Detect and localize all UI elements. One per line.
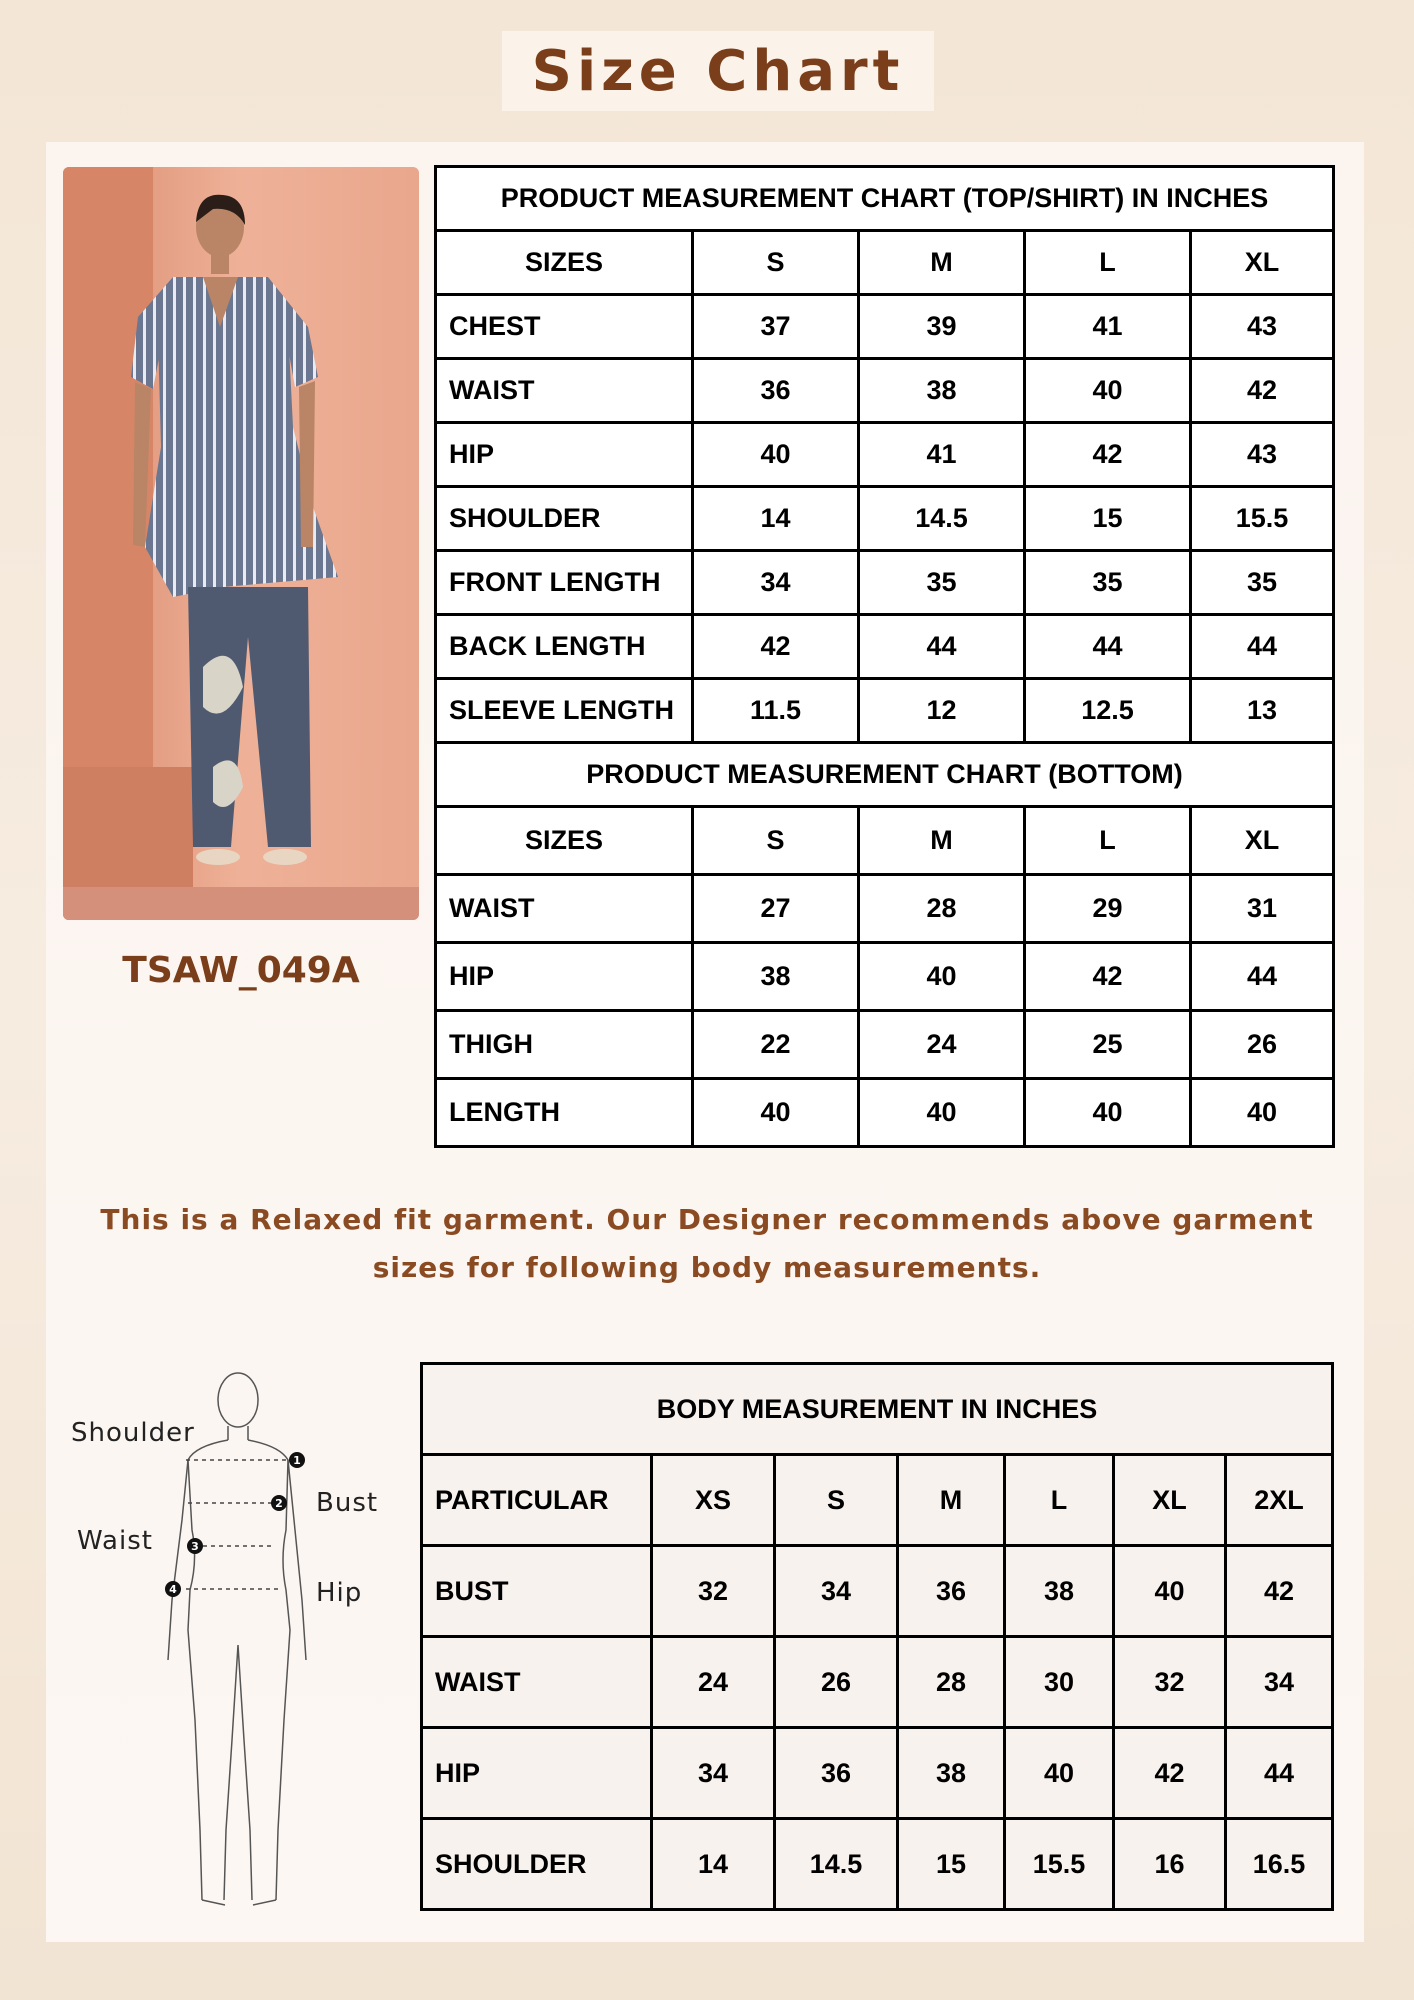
table-row <box>436 551 1334 615</box>
bottom-chart-heading: PRODUCT MEASUREMENT CHART (BOTTOM) <box>436 743 1334 807</box>
table-cell: 16 <box>1114 1819 1226 1910</box>
table-row <box>436 943 1334 1011</box>
table-cell: 42 <box>1025 423 1191 487</box>
table-cell: 42 <box>1191 359 1334 423</box>
table-cell: 36 <box>898 1546 1005 1637</box>
table-cell: 14 <box>652 1819 775 1910</box>
column-header: XL <box>1191 807 1334 875</box>
table-cell: 13 <box>1191 679 1334 743</box>
body-measurement-table <box>420 1362 1334 1911</box>
table-cell: 14.5 <box>775 1819 898 1910</box>
row-label: HIP <box>436 423 693 487</box>
row-label: FRONT LENGTH <box>436 551 693 615</box>
table-cell: 25 <box>1025 1011 1191 1079</box>
column-header: L <box>1025 231 1191 295</box>
row-label: BACK LENGTH <box>436 615 693 679</box>
table-cell: 43 <box>1191 295 1334 359</box>
table-cell: 14.5 <box>859 487 1025 551</box>
table-cell: 34 <box>693 551 859 615</box>
table-cell: 15 <box>1025 487 1191 551</box>
table-cell: 32 <box>1114 1637 1226 1728</box>
table-cell: 42 <box>1226 1546 1333 1637</box>
table-cell: 44 <box>859 615 1025 679</box>
table-cell: 34 <box>1226 1637 1333 1728</box>
product-code: TSAW_049A <box>122 950 360 991</box>
column-header: L <box>1005 1455 1114 1546</box>
table-cell: 15.5 <box>1191 487 1334 551</box>
table-cell: 38 <box>1005 1546 1114 1637</box>
table-row <box>436 423 1334 487</box>
table-row <box>422 1637 1333 1728</box>
body-chart-heading: BODY MEASUREMENT IN INCHES <box>422 1364 1333 1455</box>
page-title: Size Chart <box>531 38 905 104</box>
row-label: LENGTH <box>436 1079 693 1147</box>
table-cell: 38 <box>693 943 859 1011</box>
row-label: WAIST <box>436 359 693 423</box>
body-chart-header-row <box>422 1455 1333 1546</box>
table-cell: 15.5 <box>1005 1819 1114 1910</box>
row-label: BUST <box>422 1546 652 1637</box>
table-cell: 12.5 <box>1025 679 1191 743</box>
marker-4-label: 4 <box>169 1583 177 1596</box>
hip-label: Hip <box>316 1578 363 1608</box>
table-cell: 40 <box>1025 359 1191 423</box>
table-cell: 40 <box>1025 1079 1191 1147</box>
table-row <box>436 679 1334 743</box>
table-cell: 37 <box>693 295 859 359</box>
row-label: THIGH <box>436 1011 693 1079</box>
column-header: 2XL <box>1226 1455 1333 1546</box>
body-chart-heading-row <box>422 1364 1333 1455</box>
shoulder-label: Shoulder <box>71 1418 195 1448</box>
row-label: WAIST <box>436 875 693 943</box>
table-cell: 35 <box>859 551 1025 615</box>
table-cell: 40 <box>1191 1079 1334 1147</box>
row-label: WAIST <box>422 1637 652 1728</box>
table-cell: 26 <box>1191 1011 1334 1079</box>
table-cell: 12 <box>859 679 1025 743</box>
table-cell: 40 <box>859 943 1025 1011</box>
column-header: S <box>775 1455 898 1546</box>
top-chart-heading-row <box>436 167 1334 231</box>
table-cell: 40 <box>693 1079 859 1147</box>
table-cell: 41 <box>859 423 1025 487</box>
product-measurement-table <box>434 165 1335 1148</box>
table-cell: 41 <box>1025 295 1191 359</box>
table-cell: 44 <box>1226 1728 1333 1819</box>
column-header: S <box>693 231 859 295</box>
bottom-chart-heading-row <box>436 743 1334 807</box>
row-label: HIP <box>436 943 693 1011</box>
table-cell: 38 <box>859 359 1025 423</box>
table-cell: 16.5 <box>1226 1819 1333 1910</box>
table-cell: 43 <box>1191 423 1334 487</box>
table-cell: 42 <box>693 615 859 679</box>
table-row <box>436 1079 1334 1147</box>
table-row <box>422 1728 1333 1819</box>
table-cell: 34 <box>652 1728 775 1819</box>
waist-label: Waist <box>77 1526 153 1556</box>
row-label: SLEEVE LENGTH <box>436 679 693 743</box>
table-cell: 28 <box>859 875 1025 943</box>
column-header: XL <box>1191 231 1334 295</box>
table-cell: 30 <box>1005 1637 1114 1728</box>
table-cell: 36 <box>775 1728 898 1819</box>
table-cell: 32 <box>652 1546 775 1637</box>
table-cell: 24 <box>652 1637 775 1728</box>
table-row <box>436 1011 1334 1079</box>
bottom-chart-header-row <box>436 807 1334 875</box>
table-row <box>436 875 1334 943</box>
column-header: S <box>693 807 859 875</box>
marker-1-label: 1 <box>293 1454 301 1467</box>
table-cell: 29 <box>1025 875 1191 943</box>
table-row <box>436 487 1334 551</box>
table-row <box>422 1546 1333 1637</box>
table-cell: 26 <box>775 1637 898 1728</box>
top-chart-header-row <box>436 231 1334 295</box>
column-header: M <box>898 1455 1005 1546</box>
column-header: SIZES <box>436 231 693 295</box>
table-cell: 40 <box>1114 1546 1226 1637</box>
table-cell: 22 <box>693 1011 859 1079</box>
column-header: PARTICULAR <box>422 1455 652 1546</box>
table-row <box>422 1819 1333 1910</box>
table-cell: 42 <box>1114 1728 1226 1819</box>
column-header: M <box>859 231 1025 295</box>
table-cell: 42 <box>1025 943 1191 1011</box>
row-label: SHOULDER <box>436 487 693 551</box>
table-cell: 39 <box>859 295 1025 359</box>
table-cell: 11.5 <box>693 679 859 743</box>
table-row <box>436 359 1334 423</box>
table-cell: 24 <box>859 1011 1025 1079</box>
table-cell: 40 <box>693 423 859 487</box>
table-cell: 44 <box>1025 615 1191 679</box>
marker-2-label: 2 <box>275 1497 283 1510</box>
table-cell: 34 <box>775 1546 898 1637</box>
table-cell: 36 <box>693 359 859 423</box>
table-row <box>436 615 1334 679</box>
column-header: XS <box>652 1455 775 1546</box>
row-label: HIP <box>422 1728 652 1819</box>
table-cell: 40 <box>1005 1728 1114 1819</box>
column-header: L <box>1025 807 1191 875</box>
row-label: CHEST <box>436 295 693 359</box>
table-row <box>436 295 1334 359</box>
bust-label: Bust <box>316 1488 379 1518</box>
table-cell: 27 <box>693 875 859 943</box>
column-header: M <box>859 807 1025 875</box>
table-cell: 31 <box>1191 875 1334 943</box>
table-cell: 28 <box>898 1637 1005 1728</box>
column-header: XL <box>1114 1455 1226 1546</box>
table-cell: 44 <box>1191 943 1334 1011</box>
table-cell: 38 <box>898 1728 1005 1819</box>
table-cell: 35 <box>1025 551 1191 615</box>
fit-note: This is a Relaxed fit garment. Our Designer recommends above garment sizes for following body measurements. <box>100 1203 1314 1284</box>
row-label: SHOULDER <box>422 1819 652 1910</box>
table-cell: 14 <box>693 487 859 551</box>
title-banner <box>502 31 934 111</box>
table-cell: 15 <box>898 1819 1005 1910</box>
product-photo <box>63 167 419 920</box>
table-cell: 40 <box>859 1079 1025 1147</box>
table-cell: 44 <box>1191 615 1334 679</box>
marker-3-label: 3 <box>191 1540 199 1553</box>
column-header: SIZES <box>436 807 693 875</box>
table-cell: 35 <box>1191 551 1334 615</box>
top-chart-heading: PRODUCT MEASUREMENT CHART (TOP/SHIRT) IN INCHES <box>436 167 1334 231</box>
